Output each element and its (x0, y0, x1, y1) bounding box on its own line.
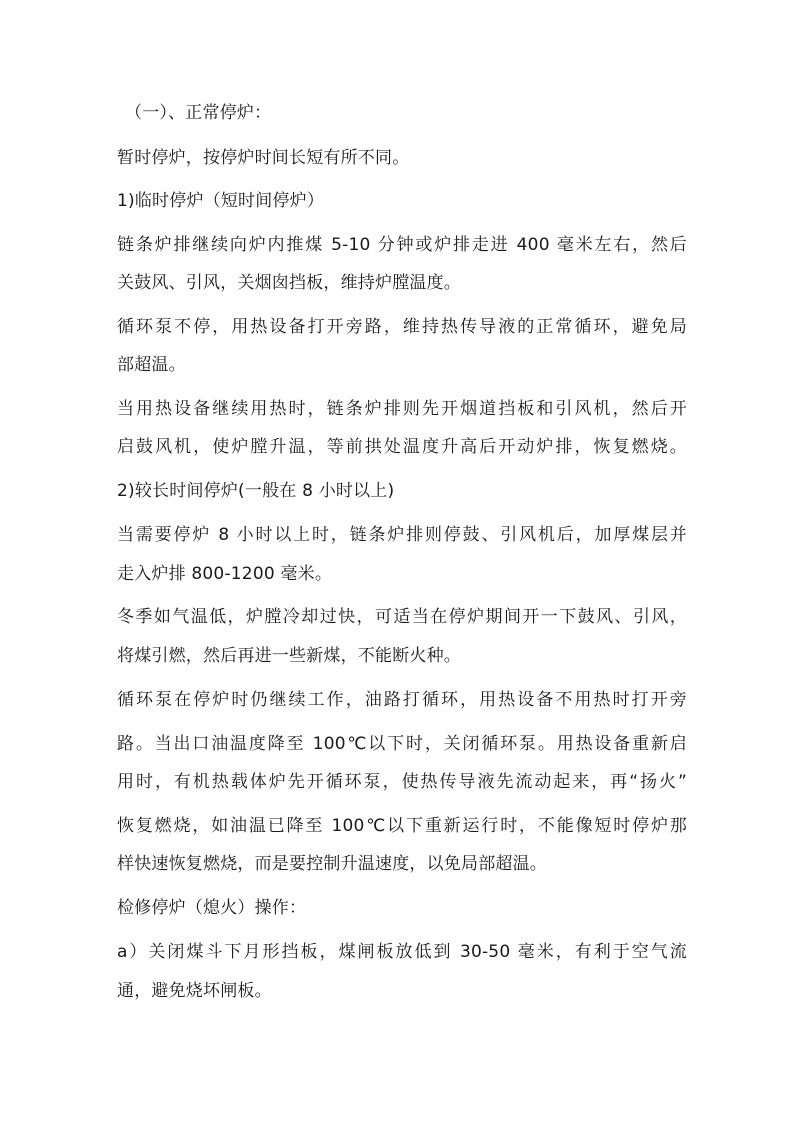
subsection-heading: 检修停炉（熄火）操作： (117, 898, 307, 918)
paragraph-line: 路。当出口油温度降至 100℃以下时，关闭循环泵。用热设备重新启 (117, 734, 687, 754)
paragraph-line: 用时，有机热载体炉先开循环泵，使热传导液先流动起来，再“扬火” (117, 772, 687, 792)
section-heading: （一）、正常停炉： (125, 103, 272, 123)
paragraph-line: 样快速恢复燃烧，而是要控制升温速度，以免局部超温。 (117, 854, 547, 874)
paragraph-line: 冬季如气温低，炉膛冷却过快，可适当在停炉期间开一下鼓风、引风， (117, 607, 687, 627)
paragraph-line: 恢复燃烧，如油温已降至 100℃以下重新运行时，不能像短时停炉那 (117, 816, 687, 836)
paragraph-line: 当需要停炉 8 小时以上时，链条炉排则停鼓、引风机后，加厚煤层并 (117, 525, 687, 545)
paragraph-line: 关鼓风、引风，关烟囱挡板，维持炉膛温度。 (117, 273, 461, 293)
subsection-heading: 1)临时停炉（短时间停炉） (117, 191, 325, 211)
subsection-heading: 2)较长时间停炉(一般在 8 小时以上) (117, 481, 395, 501)
paragraph-line: 暂时停炉，按停炉时间长短有所不同。 (117, 148, 410, 168)
paragraph-line: 通，避免烧坏闸板。 (117, 981, 272, 1001)
paragraph-line: a）关闭煤斗下月形挡板，煤闸板放低到 30-50 毫米，有利于空气流 (117, 942, 687, 962)
paragraph-line: 链条炉排继续向炉内推煤 5-10 分钟或炉排走进 400 毫米左右，然后 (117, 235, 687, 255)
paragraph-line: 部超温。 (117, 355, 186, 375)
paragraph-line: 循环泵不停，用热设备打开旁路，维持热传导液的正常循环，避免局 (117, 317, 687, 337)
paragraph-line: 启鼓风机，使炉膛升温，等前拱处温度升高后开动炉排，恢复燃烧。 (117, 437, 687, 457)
paragraph-line: 走入炉排 800-1200 毫米。 (117, 564, 333, 584)
paragraph-line: 当用热设备继续用热时，链条炉排则先开烟道挡板和引风机，然后开 (117, 399, 687, 419)
paragraph-line: 循环泵在停炉时仍继续工作，油路打循环，用热设备不用热时打开旁 (117, 690, 687, 710)
paragraph-line: 将煤引燃，然后再进一些新煤，不能断火种。 (117, 646, 461, 666)
